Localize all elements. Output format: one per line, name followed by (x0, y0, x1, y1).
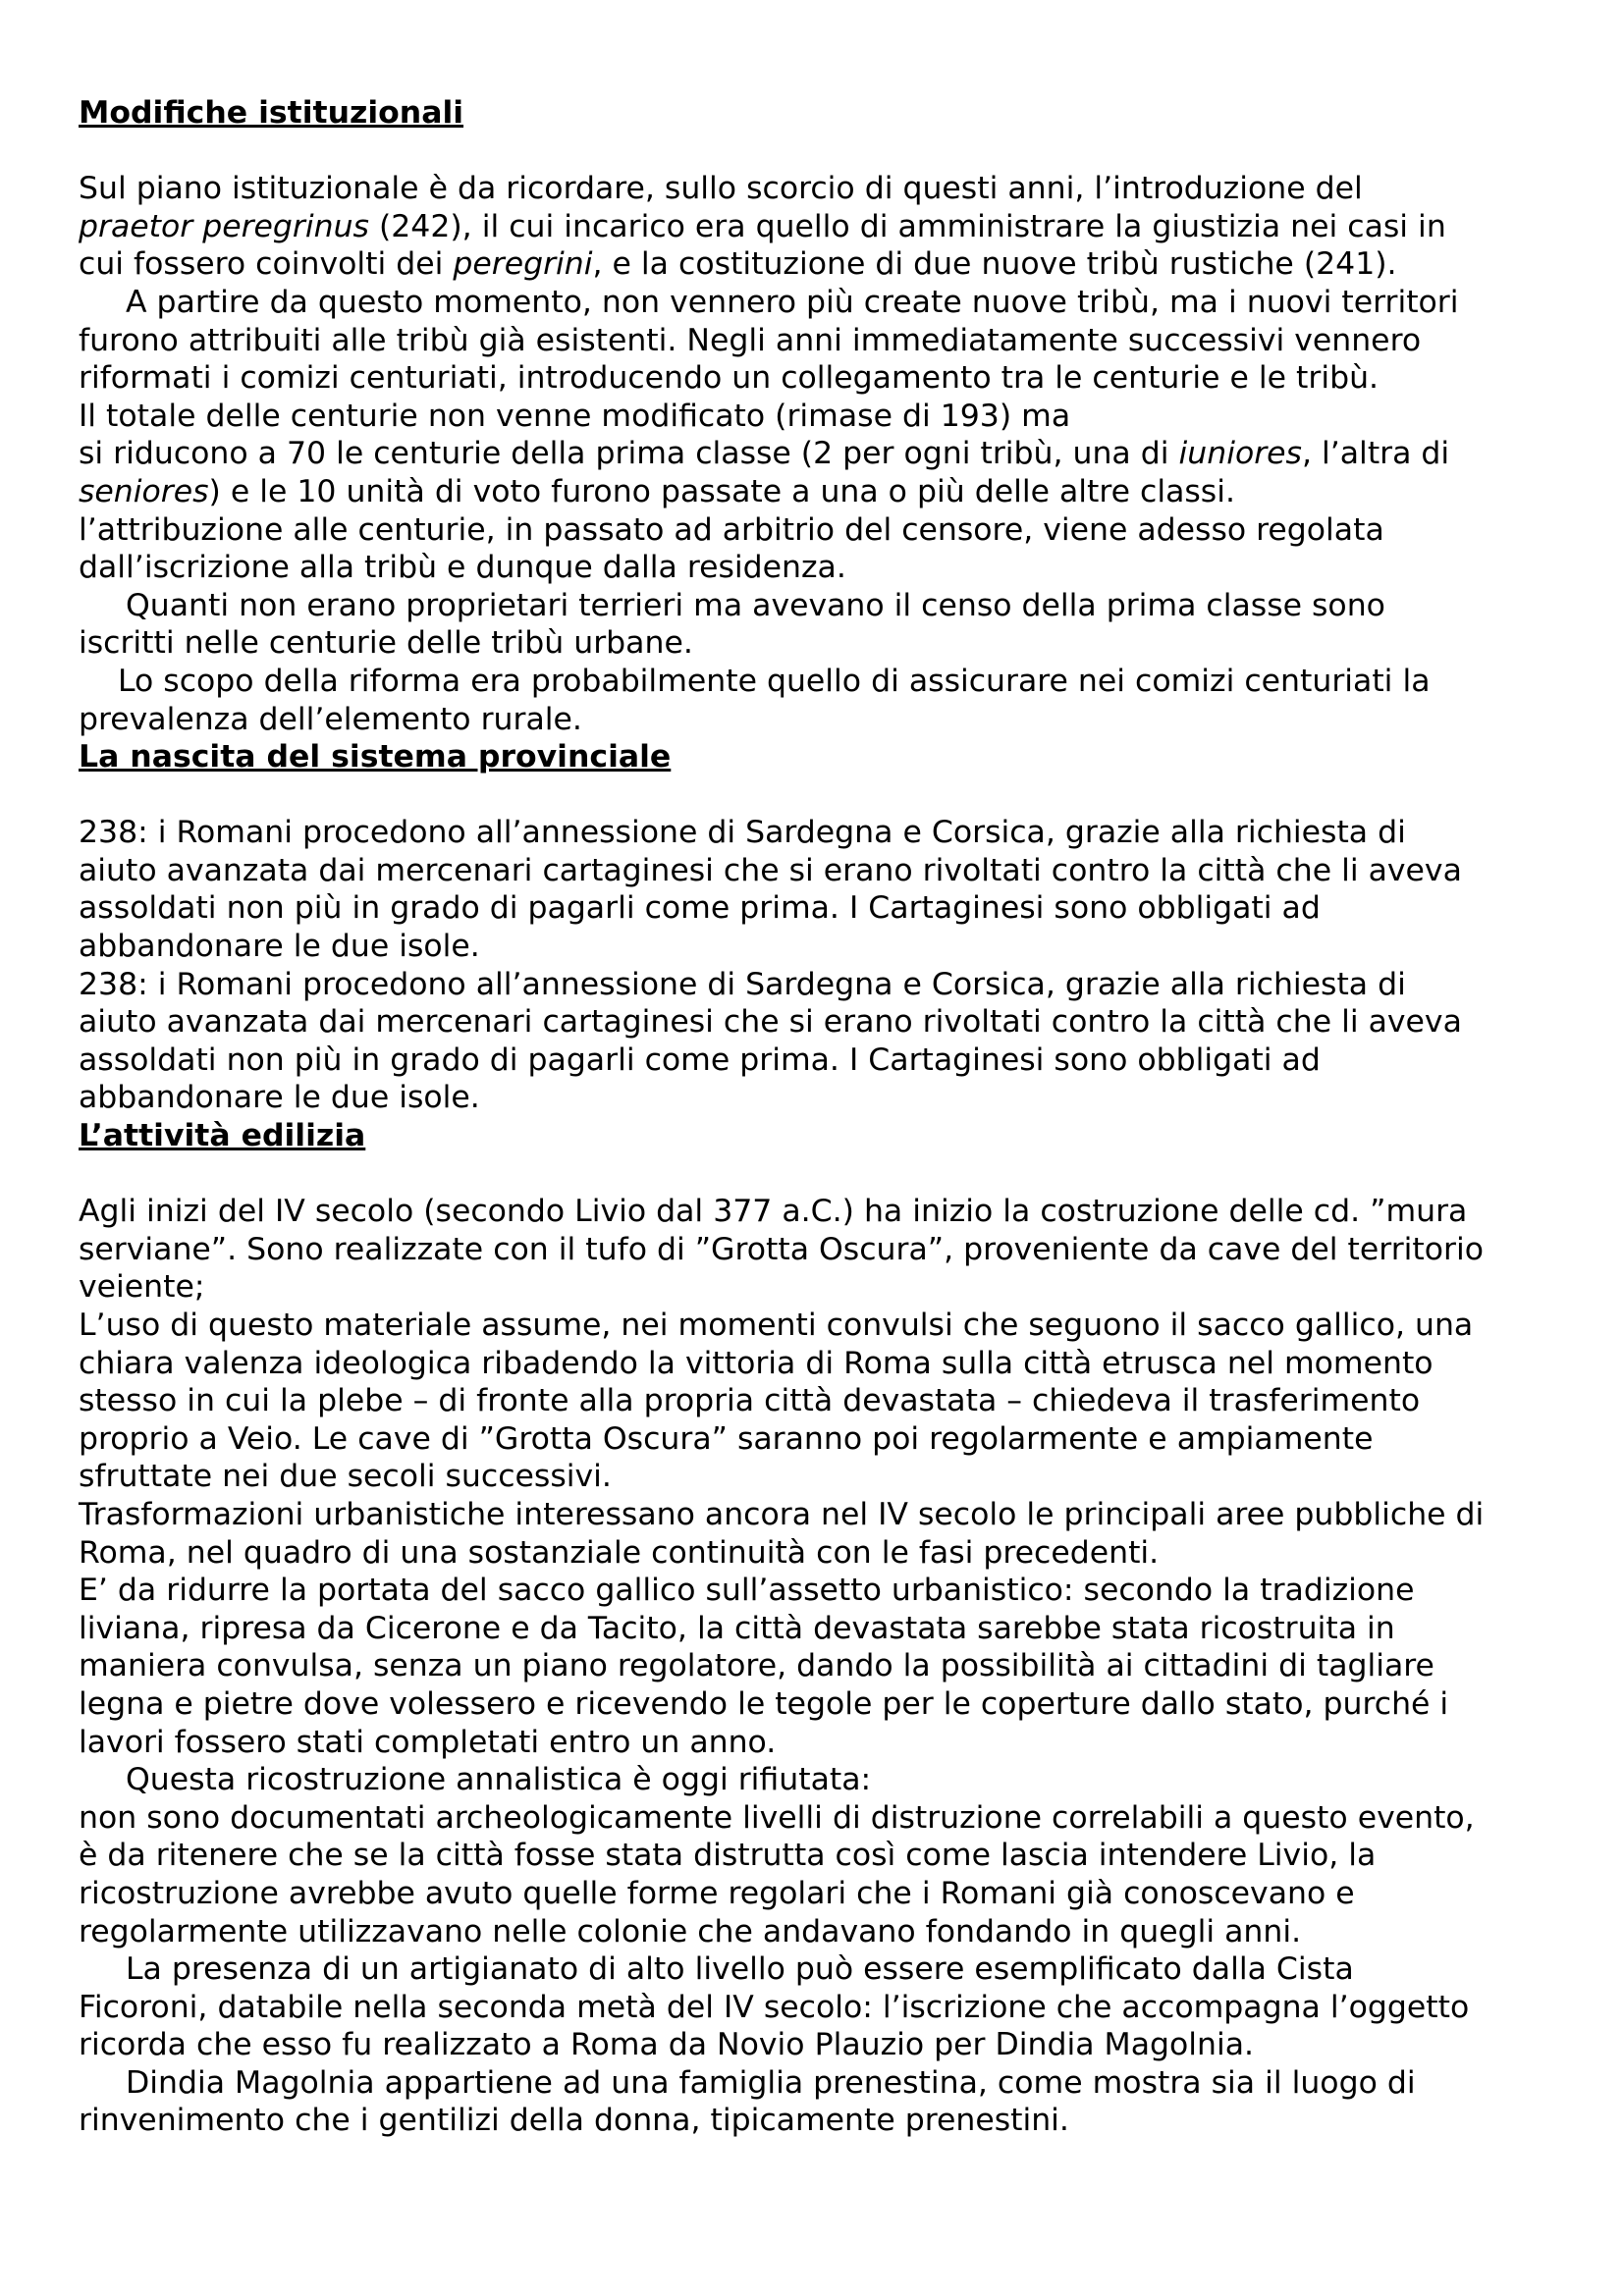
text-line: cui fossero coinvolti dei peregrini, e la costituzione di due nuove tribù rustiche (241). (79, 246, 1397, 283)
text-line: assoldati non più in grado di pagarli come prima. I Cartaginesi sono obbligati ad (79, 890, 1321, 927)
text-line: maniera convulsa, senza un piano regolatore, dando la possibilità ai cittadini di tagliare (79, 1648, 1434, 1684)
section-institutional (79, 94, 1581, 738)
text-line: Trasformazioni urbanistiche interessano ancora nel IV secolo le principali aree pubbliche di (79, 1496, 1485, 1532)
text-line: La presenza di un artigianato di alto livello può essere esemplificato dalla Cista (126, 1951, 1354, 1988)
text-line: seniores) e le 10 unità di voto furono passate a una o più delle altre classi. (79, 473, 1235, 509)
text-line: veiente; (79, 1269, 205, 1306)
section-provincial-system (79, 738, 1581, 1117)
text-line: Quanti non erano proprietari terrieri ma avevano il censo della prima classe sono (126, 587, 1385, 623)
text-line: sfruttate nei due secoli successivi. (79, 1459, 612, 1495)
section-heading: La nascita del sistema provinciale (79, 739, 672, 775)
text-line: furono attribuiti alle tribù già esistenti. Negli anni immediatamente successivi vennero (79, 322, 1422, 358)
text-line: regolarmente utilizzavano nelle colonie che andavano fondando in quegli anni. (79, 1913, 1302, 1949)
text-line: Roma, nel quadro di una sostanziale continuità con le fasi precedenti. (79, 1534, 1160, 1571)
text-line: abbandonare le due isole. (79, 1080, 480, 1116)
paragraph (79, 1193, 1581, 1761)
text-line: Questa ricostruzione annalistica è oggi rifiutata: (126, 1762, 872, 1798)
text-line: è da ritenere che se la città fosse stata distrutta così come lascia intendere Livio, la (79, 1838, 1377, 1874)
section-heading: L’attività edilizia (79, 1118, 366, 1154)
text-line: iscritti nelle centurie delle tribù urbane. (79, 625, 693, 662)
text-line: E’ da ridurre la portata del sacco gallico sull’assetto urbanistico: secondo la tradizione (79, 1573, 1415, 1609)
paragraph (79, 814, 1581, 965)
text-line: stesso in cui la plebe – di fronte alla propria città devastata – chiedeva il trasferimento (79, 1383, 1421, 1419)
text-line: rinvenimento che i gentilizi della donna, tipicamente prenestini. (79, 2103, 1069, 2139)
text-line: serviane”. Sono realizzate con il tufo di ”Grotta Oscura”, proveniente da cave del territorio (79, 1231, 1484, 1267)
text-line: liviana, ripresa da Cicerone e da Tacito, la città devastata sarebbe stata ricostruita in (79, 1610, 1395, 1646)
text-line: Il totale delle centurie non venne modificato (rimase di 193) ma (79, 398, 1071, 434)
paragraph (79, 1950, 1581, 2064)
text-line: riformati i comizi centuriati, introducendo un collegamento tra le centurie e le tribù. (79, 360, 1380, 397)
text-line: Dindia Magolnia appartiene ad una famiglia prenestina, come mostra sia il luogo di (126, 2064, 1416, 2101)
paragraph (79, 663, 1581, 738)
section-building-activity (79, 1117, 1581, 2140)
text-line: Ficoroni, databile nella seconda metà del IV secolo: l’iscrizione che accompagna l’oggetto (79, 1989, 1470, 2025)
paragraph (79, 2064, 1581, 2140)
text-line: dall’iscrizione alla tribù e dunque dalla residenza. (79, 550, 846, 586)
text-line: assoldati non più in grado di pagarli come prima. I Cartaginesi sono obbligati ad (79, 1041, 1321, 1078)
paragraph (79, 587, 1581, 663)
document-page (79, 94, 1581, 2140)
text-line: non sono documentati archeologicamente livelli di distruzione correlabili a questo evento, (79, 1799, 1475, 1836)
text-line: Lo scopo della riforma era probabilmente quello di assicurare nei comizi centuriati la (118, 663, 1431, 699)
text-line: prevalenza dell’elemento rurale. (79, 701, 582, 737)
text-line: ricorda che esso fu realizzato a Roma da Novio Plauzio per Dindia Magolnia. (79, 2027, 1255, 2063)
text-line: aiuto avanzata dai mercenari cartaginesi che si erano rivoltati contro la città che li aveva (79, 1004, 1462, 1041)
text-line: proprio a Veio. Le cave di ”Grotta Oscura” saranno poi regolarmente e ampiamente (79, 1420, 1374, 1457)
text-line: l’attribuzione alle centurie, in passato ad arbitrio del censore, viene adesso regolata (79, 511, 1384, 548)
text-line: praetor peregrinus (242), il cui incarico era quello di amministrare la giustizia nei casi in (79, 208, 1446, 244)
paragraph (79, 966, 1581, 1117)
text-line: aiuto avanzata dai mercenari cartaginesi che si erano rivoltati contro la città che li aveva (79, 852, 1462, 888)
paragraph (79, 284, 1581, 587)
text-line: abbandonare le due isole. (79, 929, 480, 965)
text-line: 238: i Romani procedono all’annessione di Sardegna e Corsica, grazie alla richiesta di (79, 815, 1406, 851)
text-line: si riducono a 70 le centurie della prima classe (2 per ogni tribù, una di iuniores, l’altra di (79, 436, 1450, 472)
paragraph (79, 170, 1581, 284)
section-heading: Modifiche istituzionali (79, 95, 464, 131)
text-line: chiara valenza ideologica ribadendo la vittoria di Roma sulla città etrusca nel momento (79, 1345, 1434, 1381)
text-line: ricostruzione avrebbe avuto quelle forme regolari che i Romani già conoscevano e (79, 1875, 1355, 1911)
text-line: Agli inizi del IV secolo (secondo Livio dal 377 a.C.) ha inizio la costruzione delle cd. ”mura (79, 1194, 1468, 1230)
text-line: Sul piano istituzionale è da ricordare, sullo scorcio di questi anni, l’introduzione del (79, 171, 1363, 207)
text-line: 238: i Romani procedono all’annessione di Sardegna e Corsica, grazie alla richiesta di (79, 966, 1406, 1002)
text-line: lavori fossero stati completati entro un anno. (79, 1724, 777, 1760)
text-line: L’uso di questo materiale assume, nei momenti convulsi che seguono il sacco gallico, una (79, 1308, 1474, 1343)
paragraph (79, 1761, 1581, 1950)
text-line: A partire da questo momento, non vennero più create nuove tribù, ma i nuovi territori (126, 284, 1459, 320)
text-line: legna e pietre dove volessero e ricevendo le tegole per le coperture dallo stato, purché i (79, 1685, 1449, 1722)
